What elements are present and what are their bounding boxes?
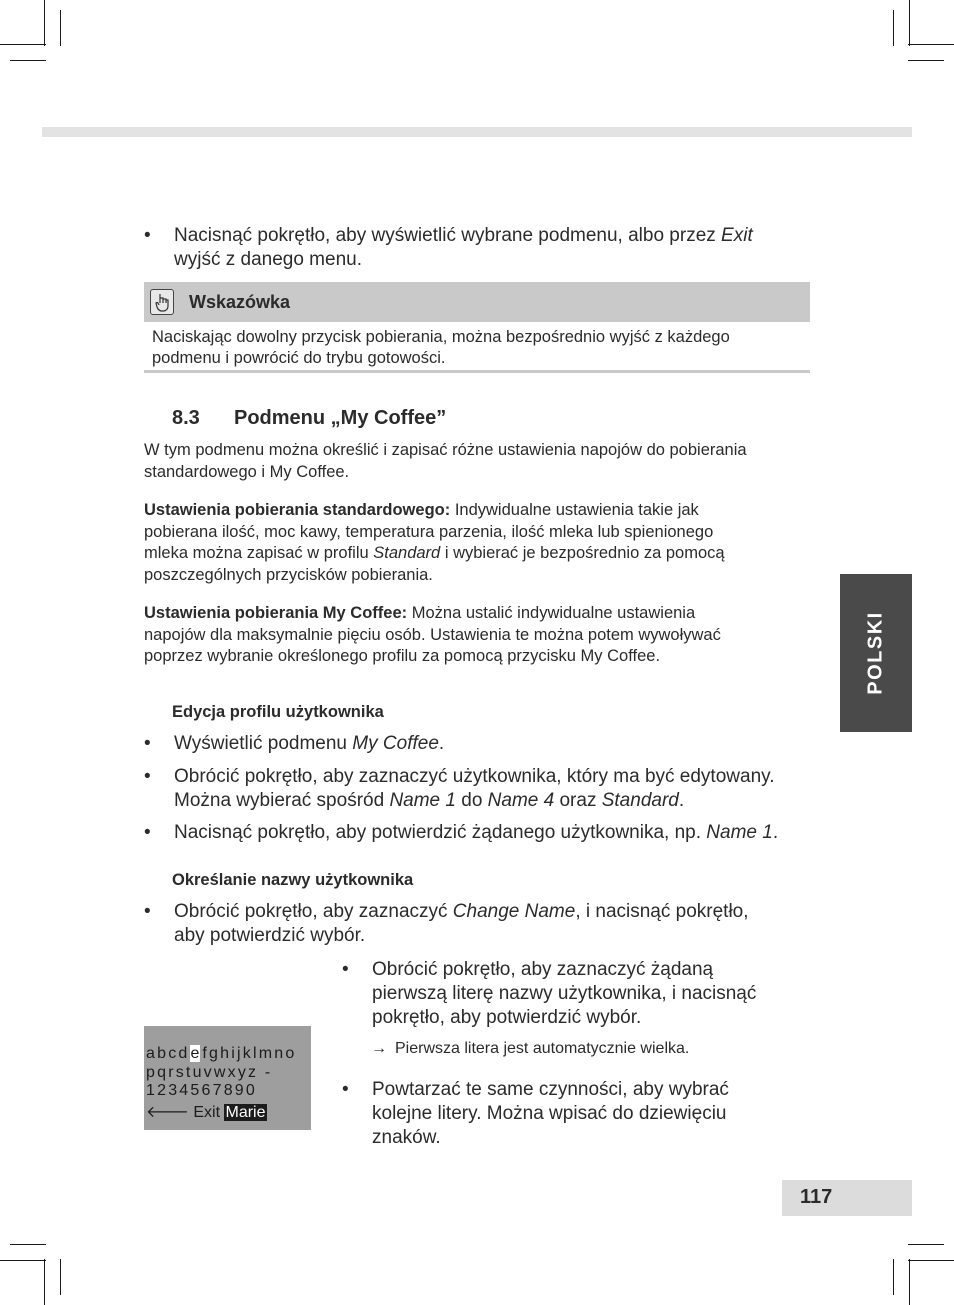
list-item — [342, 958, 757, 1030]
bullet-dot: • — [144, 822, 151, 843]
text: Indywidualne ustawienia takie jak — [450, 501, 699, 519]
bullet-dot: • — [144, 901, 151, 922]
text: Nacisnąć pokrętło, aby potwierdzić żądanego użytkownika, np. — [174, 822, 707, 843]
text: abcd — [146, 1045, 190, 1062]
text: pokrętło, aby potwierdzić wybór. — [372, 1007, 642, 1028]
crop-mark — [893, 10, 894, 46]
list-item — [144, 732, 445, 756]
text: oraz — [554, 790, 602, 811]
text: Naciskając dowolny przycisk pobierania, można bezpośrednio wyjść z każdego — [152, 328, 730, 346]
text: fghijklmno — [202, 1045, 297, 1062]
text: Nacisnąć pokrętło, aby wyświetlić wybrane podmenu, albo przez — [174, 225, 722, 246]
text: poszczególnych przycisków pobierania. — [144, 565, 433, 584]
crop-mark — [44, 1259, 45, 1305]
crop-mark — [909, 0, 910, 46]
arrow-right-icon: → — [371, 1040, 387, 1057]
crop-mark — [44, 0, 45, 46]
hint-text — [152, 327, 730, 369]
text: . — [772, 822, 779, 843]
menu-term: Name 1 — [389, 790, 456, 811]
paragraph-label: Ustawienia pobierania My Coffee: — [144, 604, 408, 622]
text: mleka można zapisać w profilu — [144, 544, 374, 562]
text: W tym podmenu można określić i zapisać różne ustawienia napojów do pobierania — [144, 441, 747, 459]
list-item — [144, 900, 749, 948]
bullet-dot: • — [144, 733, 151, 754]
list-item — [144, 765, 775, 813]
list-item — [342, 1078, 729, 1150]
lcd-row-digits: 1234567890 — [146, 1082, 257, 1099]
user-name-heading: Określanie nazwy użytkownika — [172, 871, 414, 889]
text: Można ustalić indywidualne ustawienia — [407, 604, 696, 622]
header-bar — [42, 127, 912, 137]
crop-mark — [0, 1260, 46, 1261]
text: poprzez wybranie określonego profilu za pomocą przycisku My Coffee. — [144, 647, 661, 665]
text: Powtarzać te same czynności, aby wybrać — [372, 1079, 729, 1100]
arrow-left-icon: 🡐 — [146, 1104, 189, 1121]
menu-term: Name 4 — [487, 790, 555, 811]
text: do — [455, 790, 488, 811]
list-item — [144, 821, 779, 845]
text: Wyświetlić podmenu — [174, 733, 353, 754]
crop-mark — [60, 10, 61, 46]
lcd-row-letters-2: pqrstuvwxyz - — [146, 1064, 273, 1081]
section-number: 8.3 — [172, 407, 200, 429]
crop-mark — [908, 60, 944, 61]
menu-term: My Coffee — [352, 733, 439, 754]
bullet-dot: • — [144, 225, 151, 246]
crop-mark — [60, 1259, 61, 1295]
text: i wybierać je bezpośrednio za pomocą — [440, 544, 725, 562]
text: pierwszą literę nazwy użytkownika, i nacisnąć — [372, 983, 757, 1004]
crop-mark — [908, 44, 954, 45]
pointing-hand-icon — [150, 289, 174, 315]
language-tab-label: POLSKI — [864, 611, 887, 695]
crop-mark — [10, 60, 46, 61]
lcd-name-value: Marie — [225, 1104, 266, 1121]
hint-divider — [144, 370, 810, 373]
text: znaków. — [372, 1127, 441, 1148]
standard-settings-paragraph — [144, 500, 725, 586]
page-number-box — [782, 1180, 912, 1216]
paragraph-label: Ustawienia pobierania standardowego: — [144, 501, 451, 519]
lcd-row-exit — [146, 1101, 267, 1122]
page-number: 117 — [800, 1186, 833, 1208]
text: podmenu i powrócić do trybu gotowości. — [152, 349, 446, 367]
text: kolejne litery. Można wpisać do dziewięciu — [372, 1103, 727, 1124]
language-tab — [840, 574, 912, 732]
note — [371, 1040, 689, 1058]
menu-term: Exit — [721, 225, 753, 246]
intro-paragraph — [144, 440, 747, 483]
menu-term: Name 1 — [706, 822, 773, 843]
text: . — [438, 733, 445, 754]
crop-mark — [10, 1244, 46, 1245]
bullet-dot: • — [144, 766, 151, 787]
text: standardowego i My Coffee. — [144, 462, 350, 481]
profile-term: Standard — [373, 544, 441, 562]
text: Można wybierać spośród — [174, 790, 390, 811]
text: Obrócić pokrętło, aby zaznaczyć użytkownika, który ma być edytowany. — [174, 766, 775, 787]
lcd-cursor: e — [190, 1045, 200, 1062]
text: wyjść z danego menu. — [174, 249, 362, 270]
intro-bullet — [144, 224, 753, 272]
section-title: Podmenu „My Coffee” — [234, 407, 447, 429]
lcd-display — [144, 1026, 311, 1130]
lcd-exit-label: Exit — [193, 1104, 221, 1121]
edit-profile-heading: Edycja profilu użytkownika — [172, 703, 384, 721]
text: . — [678, 790, 685, 811]
note-text: Pierwsza litera jest automatycznie wielka. — [395, 1040, 690, 1057]
crop-mark — [908, 1260, 954, 1261]
hint-title: Wskazówka — [189, 292, 291, 312]
crop-mark — [908, 1244, 944, 1245]
crop-mark — [0, 44, 46, 45]
crop-mark — [893, 1259, 894, 1295]
hint-header — [144, 282, 810, 322]
mycoffee-settings-paragraph — [144, 603, 721, 668]
bullet-dot: • — [342, 1079, 349, 1100]
text: napojów dla maksymalnie pięciu osób. Ustawienia te można potem wywoływać — [144, 625, 721, 644]
text: Obrócić pokrętło, aby zaznaczyć — [174, 901, 453, 922]
text: pobierana ilość, moc kawy, temperatura parzenia, ilość mleka lub spienionego — [144, 522, 714, 541]
bullet-dot: • — [342, 959, 349, 980]
menu-term: Change Name — [452, 901, 576, 922]
text: , i nacisnąć pokrętło, — [575, 901, 749, 922]
crop-mark — [909, 1259, 910, 1305]
text: Obrócić pokrętło, aby zaznaczyć żądaną — [372, 959, 714, 980]
menu-term: Standard — [601, 790, 679, 811]
lcd-row-letters — [146, 1045, 296, 1063]
text: aby potwierdzić wybór. — [174, 925, 366, 946]
hint-box — [144, 282, 810, 374]
